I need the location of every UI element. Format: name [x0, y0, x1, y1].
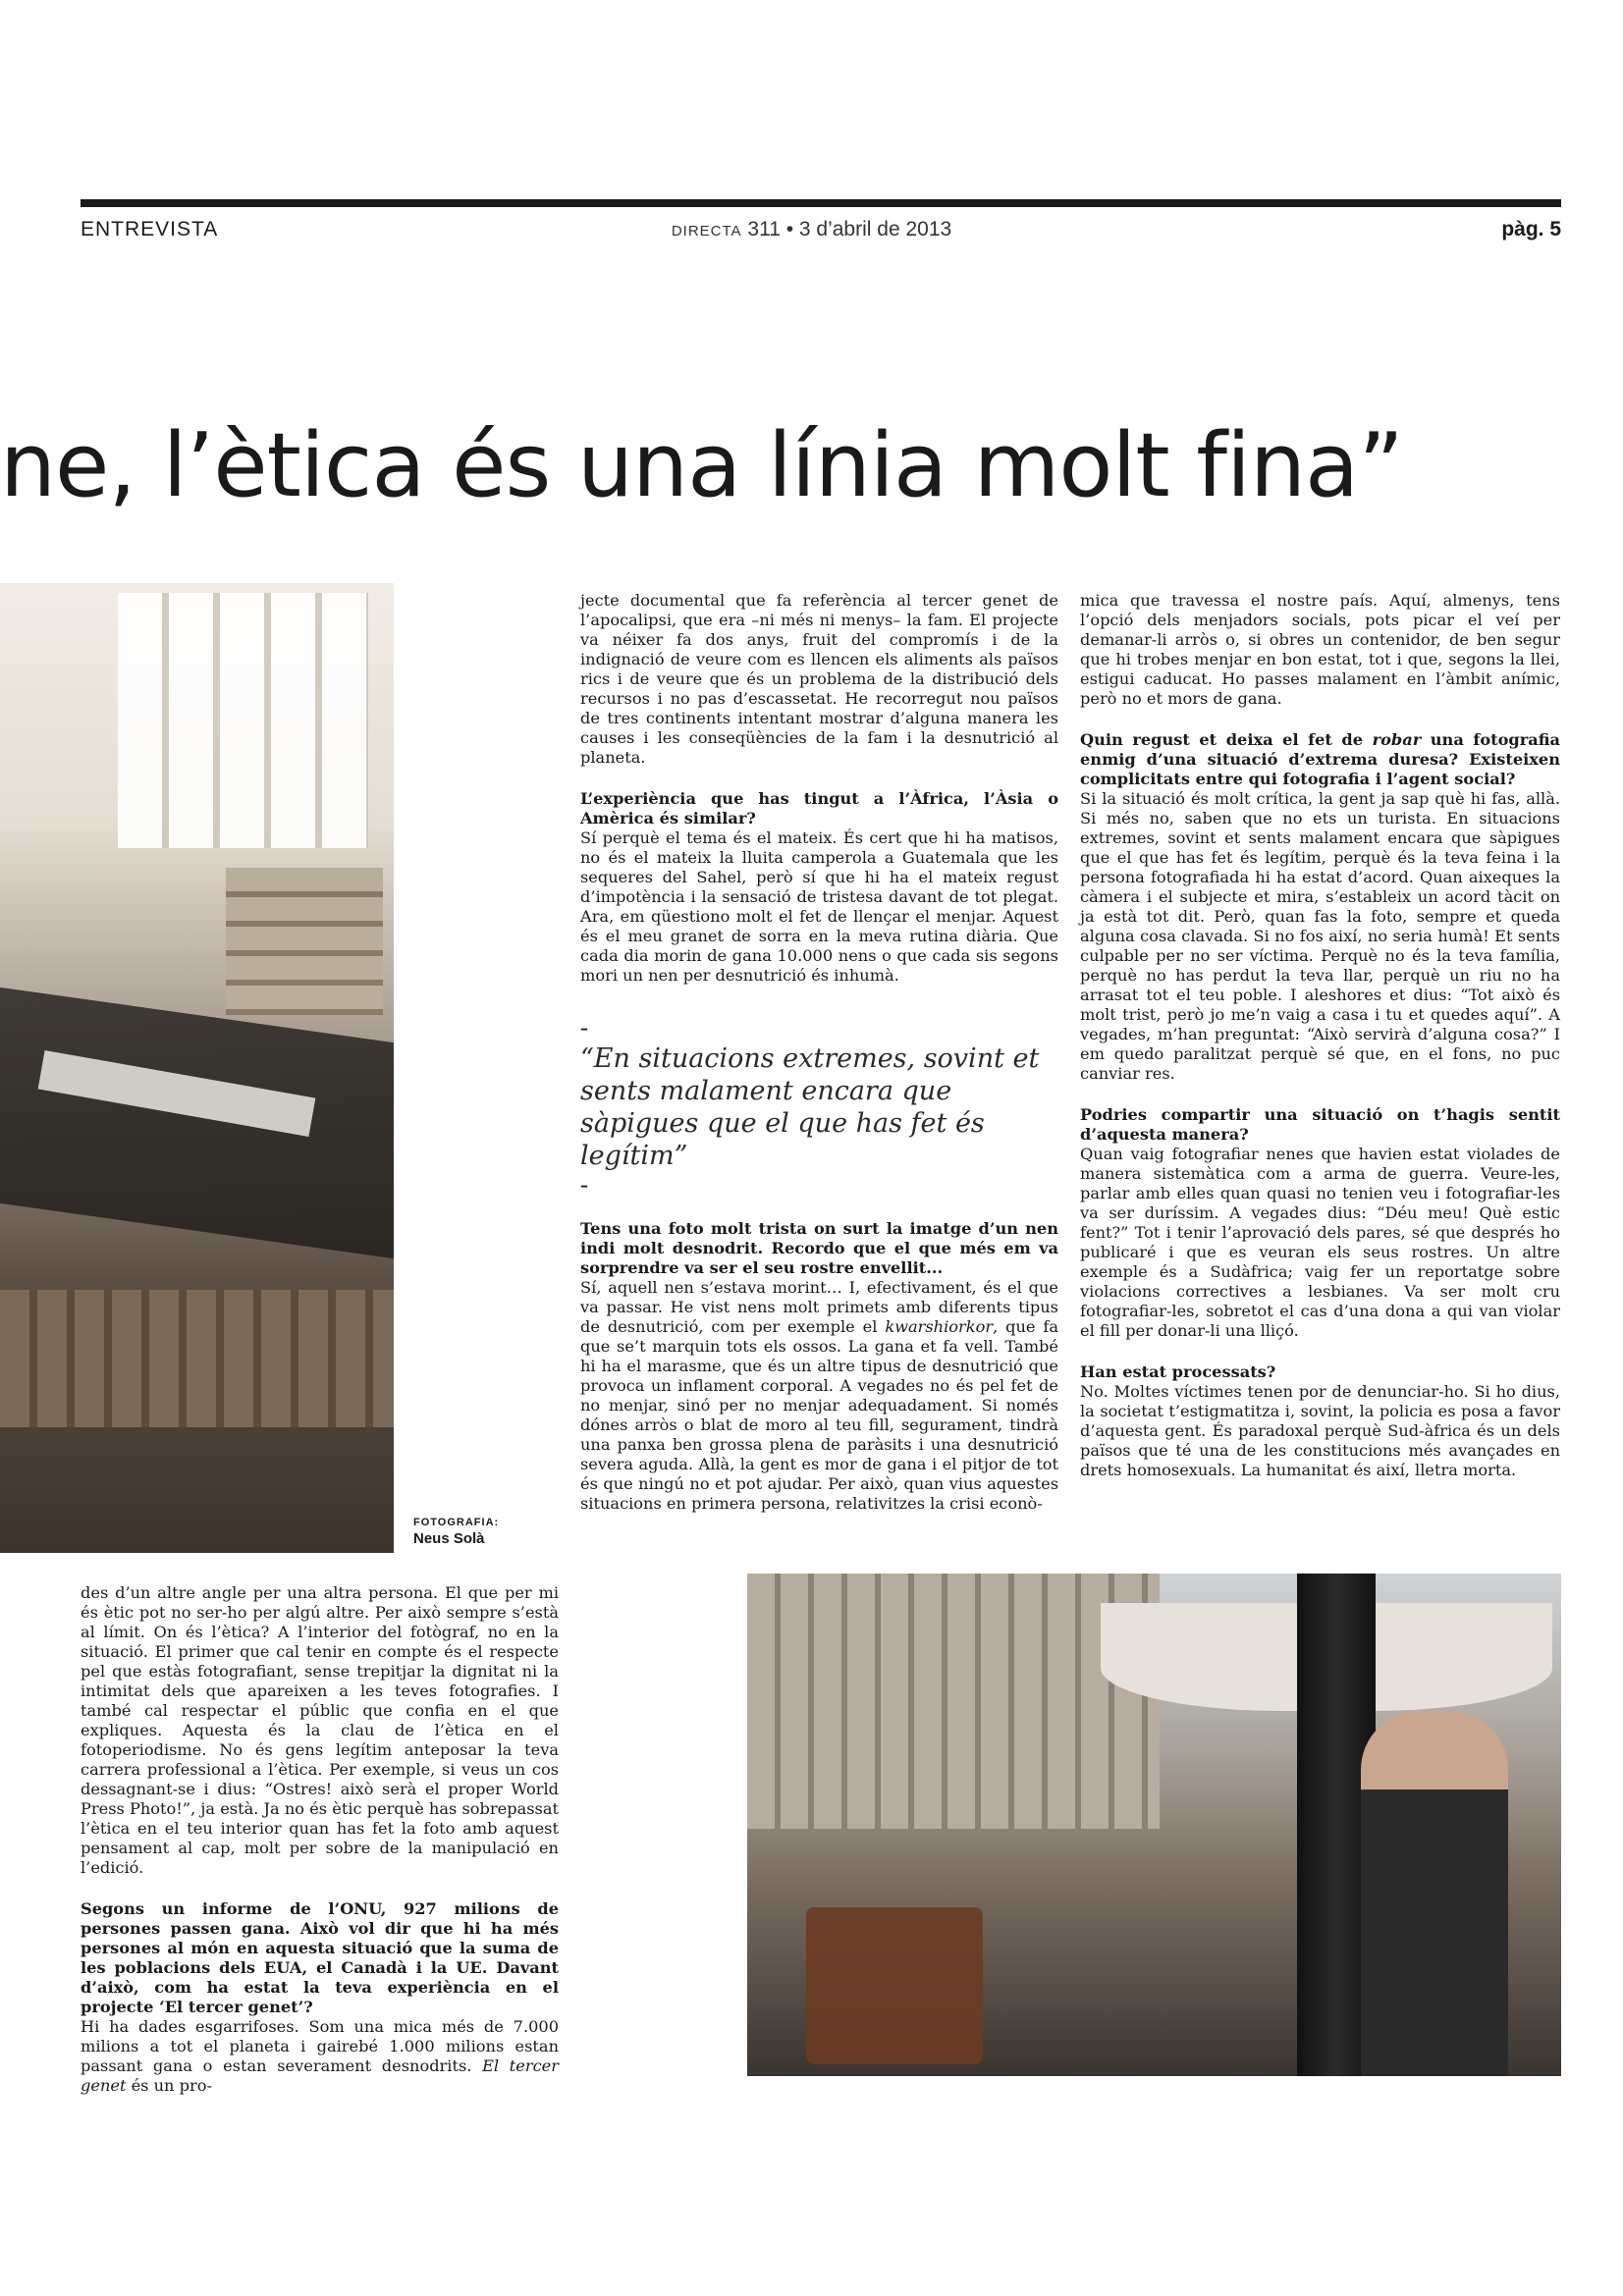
project-title: El tercer genet: [81, 2056, 559, 2095]
answer-text: Sí, aquell nen s’estava morint… I, efectivament, és el que va passar. He vist nens molt primets amb diferents tipus de desnutrició, com per exemple el: [580, 1278, 1058, 1336]
headline: ne, l’ètica és una línia molt fina”: [0, 414, 1403, 517]
photo-credit-name: Neus Solà: [413, 1530, 485, 1547]
photo-person: [1361, 1711, 1508, 2076]
section-label: ENTREVISTA: [81, 218, 219, 240]
question: Segons un informe de l’ONU, 927 milions de persones passen gana. Això vol dir que hi ha més persones al món en aquesta situació que la suma de les poblacions dels EUA, el Canadà i la UE. Davant d’això, com ha estat la teva experiència en el projecte ‘El tercer genet’?: [81, 1899, 559, 2016]
question: Podries compartir una situació on t’hagis sentit d’aquesta manera?: [1080, 1105, 1560, 1144]
pull-quote-dash: –: [580, 1176, 588, 1195]
term-italic: kwarshiorkor: [885, 1317, 994, 1336]
term-italic: robar: [1372, 730, 1422, 749]
question: Tens una foto molt trista on surt la imatge d’un nen indi molt desnodrit. Recordo que el que més em va sorprendre va ser el seu rostre envellit...: [580, 1219, 1058, 1277]
column-b: [580, 591, 1058, 1514]
answer-text: Hi ha dades esgarrifoses. Som una mica més de 7.000 milions a tot el planeta i gairebé 1.000 milions estan passant gana o estan severament desnodrits.: [81, 2017, 559, 2075]
answer: Si la situació és molt crítica, la gent ja sap què hi fas, allà. Si més no, saben que no ets un turista. En situacions extremes, sovint et sents malament encara que sàpigues que el que has fet és legítim, perquè és la teva feina i la persona fotografiada hi ha estat d’acord. Quan aixeques la càmera i el subjecte et mira, s’estableix un acord tàcit on ja està tot dit. Però, quan fas la foto, sempre et queda alguna cosa clavada. Si no fos així, no seria humà! Et sents culpable per no ser víctima. Perquè no és la teva família, perquè no has perdut la teva llar, perquè un riu no ha arrasat tot el teu poble. I aleshores et dius: “Tot això és molt trist, però jo me’n vaig a casa i tu et quedes aquí”. A vegades, m’han preguntat: “Això servirà d’alguna cosa?” I em quedo paralitzat perquè sé que, en el fons, no puc canviar res.: [1080, 789, 1560, 1083]
photo-bench-seat: [806, 1907, 983, 2064]
paragraph: mica que travessa el nostre país. Aquí, almenys, tens l’opció dels menjadors socials, pots picar el veí per demanar-li arròs o, si obres un contenidor, de ben segur que hi trobes menjar en bon estat, tot i que, segons la llei, estigui caducat. Ho passes malament en l’àmbit anímic, però no et mors de gana.: [1080, 591, 1560, 708]
top-rule: [81, 199, 1561, 207]
answer-text: , que fa que se’t marquin tots els ossos. La gana et fa vell. També hi ha el marasme, que és un altre tipus de desnutrició que provoca un inflament corporal. A vegades no és pel fet de no menjar, sinó per no menjar adequadament. Si només dónes arròs o blat de moro al teu fill, segurament, tindrà una panxa ben grossa plena de paràsits i una desnutrició severa aguda. Allà, la gent es mor de gana i el pitjor de tot és que ningú no et pot ajudar. Per això, quan vius aquestes situacions en primera persona, relativitzes la crisi econò-: [580, 1317, 1059, 1513]
question: [1080, 730, 1560, 789]
photo-bench: [0, 1290, 394, 1427]
photo-credit-label: FOTOGRAFIA:: [413, 1517, 500, 1528]
restaurant-photo: [0, 583, 394, 1553]
photo-building: [747, 1574, 1160, 1829]
photo-table: [0, 988, 394, 1258]
page-number: pàg. 5: [1501, 218, 1561, 240]
paragraph: des d’un altre angle per una altra persona. El que per mi és ètic pot no ser-ho per algú altre. Per això sempre s’està al límit. On és l’ètica? A l’interior del fotògraf, no en la situació. El primer que cal tenir en compte és el respecte pel que estàs fotografiant, sense trepitjar la dignitat ni la intimitat dels que apareixen a les teves fotografies. I també cal respectar el públic que confia en el que expliques. Aquesta és la clau de l’ètica en el fotoperiodisme. No és gens legítim anteposar la teva carrera professional a l’ètica. Per exemple, si veus un cos dessagnant-se i dius: “Ostres! això serà el proper World Press Photo!”, ja està. Ja no és ètic perquè has sobrepassat l’ètica en el teu interior quan has fet la foto amb aquest pensament al cap, molt per sobre de la manipulació en l’edició.: [81, 1583, 559, 1877]
answer: Quan vaig fotografiar nenes que havien estat violades de manera sistemàtica com a arma de guerra. Veure-les, parlar amb elles quan quasi no tenien veu i fotografiar-les va ser duríssim. A vegades dius: “Déu meu! Què estic fent?” Tot i tenir l’aprovació dels pares, sé que després ho publicaré i que es veuran els seus rostres. Un altre exemple és a Sudàfrica; vaig fer un reportatge sobre violacions correctives a lesbianes. Va ser molt cru fotografiar-les, sobretot el cas d’una dona a qui van violar el fill per donar-li una lliçó.: [1080, 1145, 1560, 1340]
pull-quote-dash: –: [580, 1019, 588, 1038]
photo-credit: [413, 1517, 499, 1547]
answer-text: és un pro-: [126, 2076, 212, 2095]
question: Han estat processats?: [1080, 1362, 1276, 1381]
paragraph: jecte documental que fa referència al tercer genet de l’apocalipsi, que era –ni més ni menys– la fam. El projecte va néixer fa dos anys, fruit del compromís i de la indignació de veure com es llencen els aliments als països rics i de veure que és un problema de la distribució dels recursos i no pas d’escassetat. He recorregut nou països de tres continents intentant mostrar d’alguna manera les causes i les conseqüències de la fam i la desnutrició al planeta.: [580, 591, 1058, 767]
question-text: una fotografia enmig d’una situació d’extrema duresa? Existeixen complicitats entre qui fotografia i l’agent social?: [1080, 730, 1560, 788]
column-c: [1080, 591, 1560, 1480]
issue-info: [0, 218, 1623, 241]
answer: [81, 2017, 559, 2096]
pull-quote: [580, 1021, 1058, 1194]
column-a: [81, 1583, 559, 2096]
photo-window: [118, 593, 368, 848]
issue-date: 311 • 3 d’abril de 2013: [747, 218, 952, 240]
publication-name: DIRECTA: [671, 223, 742, 240]
answer: Sí perquè el tema és el mateix. És cert que hi ha matisos, no és el mateix la lluita camperola a Guatemala que les sequeres del Sahel, però sí que hi ha el mateix regust d’impotència i la sensació de tristesa davant de tot plegat. Ara, em qüestiono molt el fet de llençar el menjar. Aquest és el meu granet de sorra en la meva rutina diària. Que cada dia morin de gana 10.000 nens o que cada sis segons mori un nen per desnutrició és inhumà.: [580, 828, 1058, 985]
photo-shelf: [226, 868, 383, 1015]
question-text: Quin regust et deixa el fet de: [1080, 730, 1373, 749]
answer: [580, 1278, 1058, 1514]
question: L’experiència que has tingut a l’Àfrica, l’Àsia o Amèrica és similar?: [580, 789, 1058, 828]
portrait-photo: [747, 1574, 1561, 2076]
answer: No. Moltes víctimes tenen por de denunciar-ho. Si ho dius, la societat t’estigmatitza i, sovint, la policia es posa a favor d’aquesta gent. És paradoxal perquè Sud-àfrica és un dels països que té una de les constitucions més avançades en drets homosexuals. La humanitat és així, lletra morta.: [1080, 1382, 1560, 1479]
pull-quote-text: “En situacions extremes, sovint et sents malament encara que sàpigues que el que has fet és legítim”: [580, 1043, 1040, 1171]
